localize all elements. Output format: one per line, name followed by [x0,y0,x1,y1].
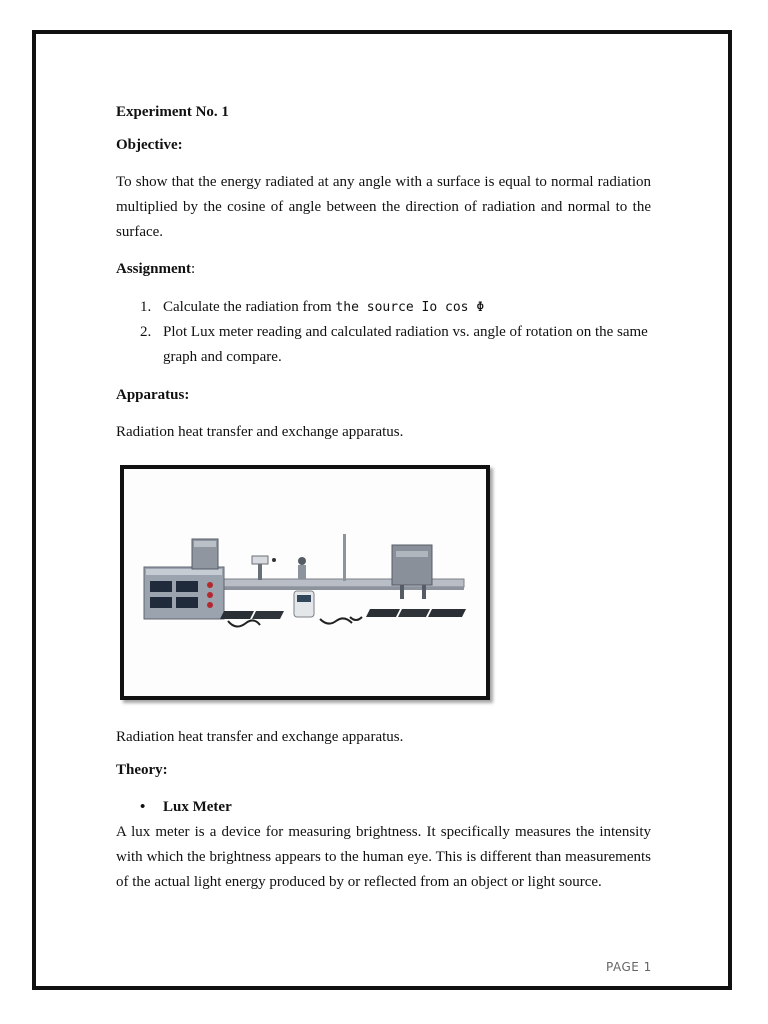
apparatus-text: Radiation heat transfer and exchange apparatus. [116,424,404,440]
apparatus-photo [120,465,490,700]
assignment-heading: Assignment: [116,261,196,277]
objective-heading: Objective: [116,137,183,153]
list-item: 2. Plot Lux meter reading and calculated radiation vs. angle of rotation on the same graph and compare. [140,324,648,365]
page-number: PAGE 1 [606,960,652,974]
apparatus-heading: Apparatus: [116,387,190,403]
list-item: 1. Calculate the radiation from the source Io cos Φ [140,299,485,315]
formula: the source Io cos Φ [335,300,485,315]
apparatus-illustration [124,469,486,696]
assignment-list [116,295,651,370]
experiment-title: Experiment No. 1 [116,104,229,120]
lux-meter-subheading: • Lux Meter [140,799,232,815]
theory-heading: Theory: [116,762,168,778]
objective-text: To show that the energy radiated at any angle with a surface is equal to normal radiation multiplied by the cosine of angle between the direction of radiation and normal to the surface. [116,174,651,240]
figure-caption: Radiation heat transfer and exchange apparatus. [116,729,404,745]
lux-meter-text: A lux meter is a device for measuring brightness. It specifically measures the intensity with which the brightness appears to the human eye. This is different than measurements of the actual light energy produced by or reflected from an object or light source. [116,824,651,890]
